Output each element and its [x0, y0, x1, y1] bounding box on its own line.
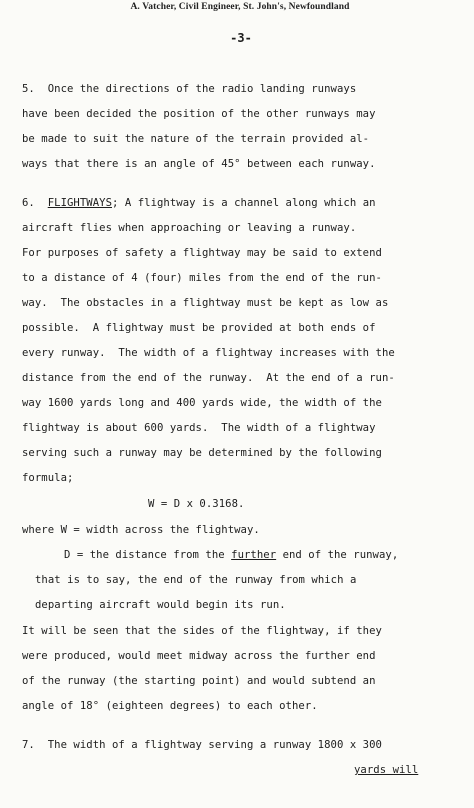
para6-line: distance from the end of the runway. At the end of a run-	[22, 372, 395, 384]
catchword: yards will	[354, 764, 419, 776]
closing-line: It will be seen that the sides of the flightway, if they	[22, 625, 382, 637]
para6-line: serving such a runway may be determined by the following	[22, 447, 382, 459]
closing-line: of the runway (the starting point) and would subtend an	[22, 675, 376, 687]
definition-prefix: D = the distance from the	[64, 549, 232, 561]
definition-line	[64, 548, 464, 562]
para6-line: For purposes of safety a flightway may be said to extend	[22, 247, 382, 259]
para6-line: every runway. The width of a flightway increases with the	[22, 347, 395, 359]
para6-line: way 1600 yards long and 400 yards wide, the width of the	[22, 397, 382, 409]
para6-line: to a distance of 4 (four) miles from the end of the run-	[22, 272, 382, 284]
para6-number: 6.	[22, 197, 48, 209]
para5-line: have been decided the position of the other runways may	[22, 108, 376, 120]
definition-underlined: further	[231, 549, 277, 561]
para6-line: aircraft flies when approaching or leaving a runway.	[22, 222, 357, 234]
para6-line: possible. A flightway must be provided at both ends of	[22, 322, 376, 334]
definition-line: that is to say, the end of the runway from which a	[35, 574, 357, 586]
definition-line: departing aircraft would begin its run.	[35, 599, 286, 611]
para7-line: 7. The width of a flightway serving a runway 1800 x 300	[22, 739, 382, 751]
para5-line: ways that there is an angle of 45° between each runway.	[22, 158, 376, 170]
para5-line: be made to suit the nature of the terrain provided al-	[22, 133, 370, 145]
closing-line: were produced, would meet midway across the further end	[22, 650, 376, 662]
para6-first-line-rest: ; A flightway is a channel along which an	[112, 197, 376, 209]
letterhead: A. Vatcher, Civil Engineer, St. John's, Newfoundland	[130, 2, 350, 12]
para5-line: 5. Once the directions of the radio landing runways	[22, 83, 357, 95]
closing-line: angle of 18° (eighteen degrees) to each other.	[22, 700, 318, 712]
para6-line: way. The obstacles in a flightway must be kept as low as	[22, 297, 389, 309]
where-line: where W = width across the flightway.	[22, 524, 260, 536]
formula: W = D x 0.3168.	[148, 498, 245, 510]
para6-line: flightway is about 600 yards. The width of a flightway	[22, 422, 376, 434]
para6-line: formula;	[22, 472, 74, 484]
definition-suffix: end of the runway,	[276, 549, 399, 561]
page-number: -3-	[230, 31, 252, 45]
para6-first-line	[22, 196, 462, 210]
para6-heading: FLIGHTWAYS	[47, 197, 112, 209]
